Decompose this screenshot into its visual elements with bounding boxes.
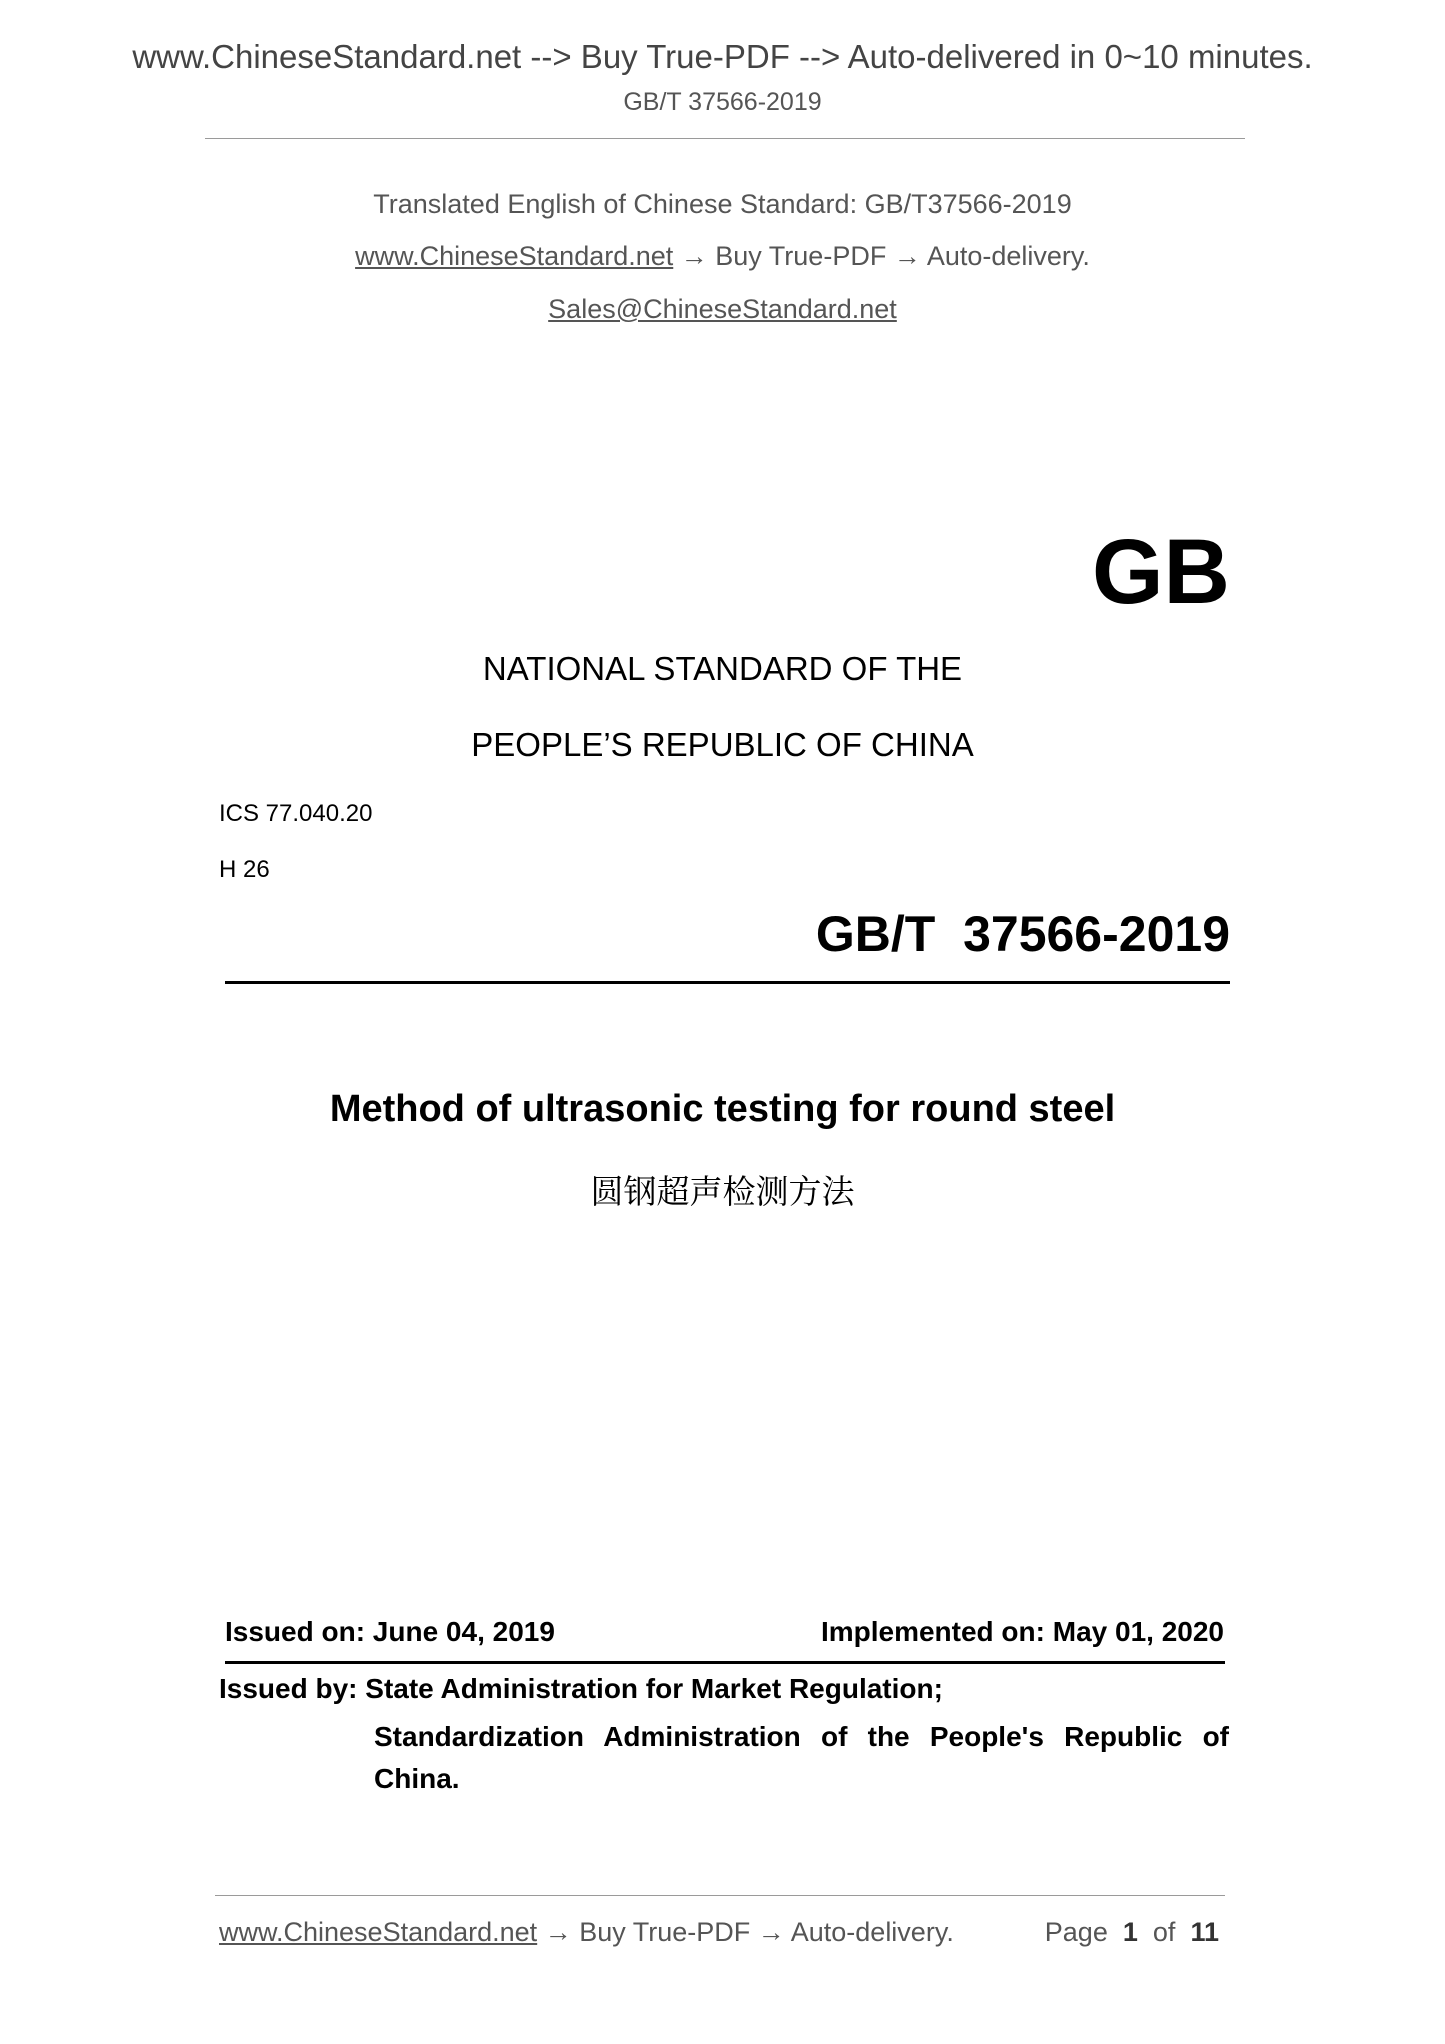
footer-divider: [215, 1895, 1225, 1896]
national-standard-line1: NATIONAL STANDARD OF THE: [482, 650, 963, 687]
header-divider: [205, 138, 1245, 139]
page-indicator: [1045, 1917, 1219, 1948]
title-cn: 圆钢超声检测方法: [590, 1172, 855, 1211]
footer-site-link[interactable]: www.ChineseStandard.net: [219, 1917, 538, 1947]
email-line: [0, 294, 1445, 325]
issued-by-line3: China.: [374, 1763, 460, 1794]
standard-number: GB/T 37566-2019: [815, 906, 1230, 962]
header-doc-code: GB/T 37566-2019: [623, 88, 822, 116]
gb-mark: GB: [1092, 521, 1230, 623]
title-en: Method of ultrasonic testing for round steel: [329, 1088, 1116, 1130]
translation-link-line: [0, 241, 1445, 272]
page-number: 1: [1122, 1917, 1138, 1947]
footer-link-line: [219, 1917, 954, 1948]
h-code: H 26: [219, 856, 270, 883]
site-link[interactable]: www.ChineseStandard.net: [355, 241, 674, 271]
issued-by: Issued by: State Administration for Market Regulation;: [219, 1673, 943, 1704]
page-total: 11: [1190, 1917, 1219, 1947]
translation-line: Translated English of Chinese Standard: GB/T37566-2019: [373, 189, 1072, 219]
dates-rule: [225, 1661, 1225, 1664]
footer-buy-text: → Buy True-PDF → Auto-delivery.: [537, 1917, 954, 1947]
national-standard-line2: PEOPLE’S REPUBLIC OF CHINA: [471, 726, 974, 763]
ics-code: ICS 77.040.20: [219, 800, 373, 827]
issued-on: Issued on: June 04, 2019: [225, 1616, 555, 1647]
implemented-on: Implemented on: May 01, 2020: [820, 1616, 1224, 1647]
buy-delivery-text: → Buy True-PDF → Auto-delivery.: [673, 241, 1090, 271]
top-banner: www.ChineseStandard.net --> Buy True-PDF --> Auto-delivered in 0~10 minutes.: [132, 38, 1313, 75]
sales-email-link[interactable]: Sales@ChineseStandard.net: [548, 294, 897, 324]
standard-number-rule: [225, 981, 1230, 984]
issued-by-line2: Standardization Administration of the People's Republic of: [374, 1721, 1229, 1752]
page-label: Page: [1044, 1917, 1108, 1947]
of-label: of: [1152, 1917, 1176, 1947]
